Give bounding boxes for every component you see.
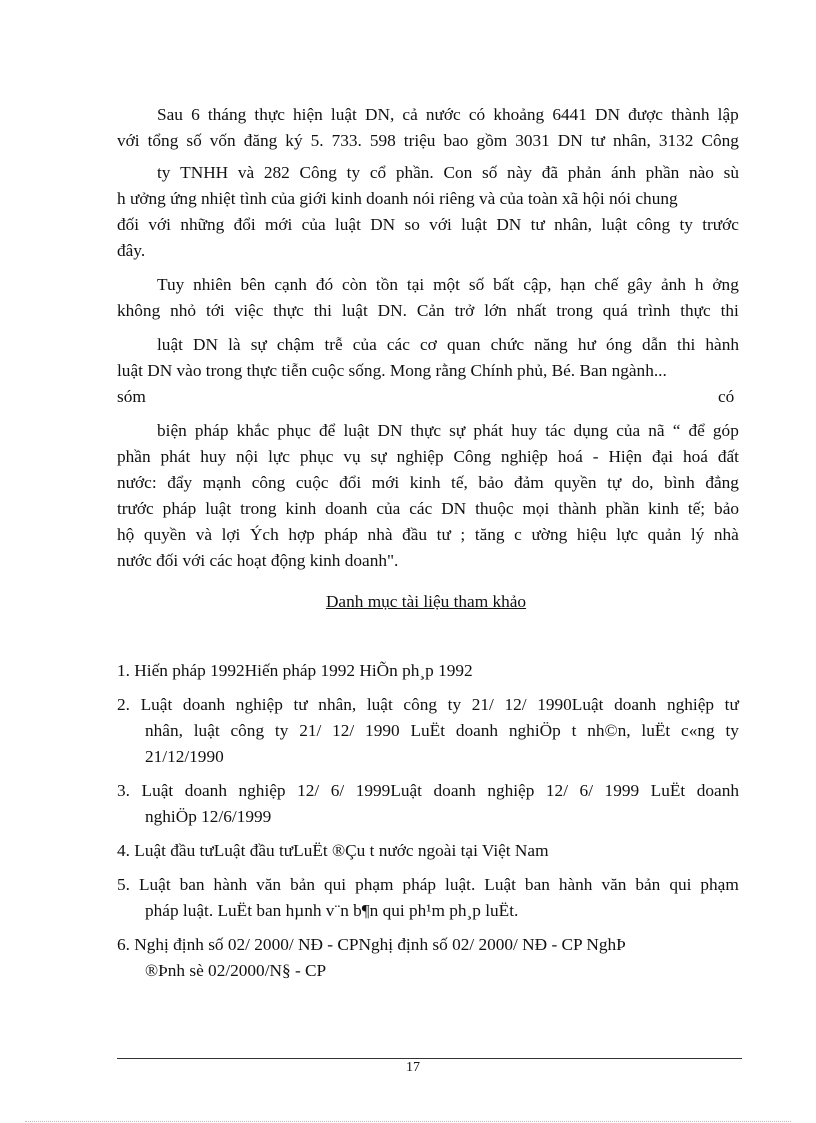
text-line: Tuy nhiên bên cạnh đó còn tồn tại một số bất cập, hạn chế gây ảnh h ởng	[157, 275, 739, 294]
page-bottom-border	[25, 1121, 791, 1122]
text-line: đây.	[117, 241, 146, 260]
text-line: trước pháp luật trong kinh doanh của các DN thuộc mọi thành phần kinh tế; bảo	[117, 499, 739, 518]
reference-item-continued: 21/12/1990	[145, 747, 224, 766]
text-line: luật DN vào trong thực tiễn cuộc sống. Mong rằng Chính phủ, Bé. Ban ngành...	[117, 361, 667, 380]
reference-item: 6. Nghị định số 02/ 2000/ NĐ - CPNghị định số 02/ 2000/ NĐ - CP NghÞ	[117, 935, 626, 954]
reference-item-continued: nhân, luật công ty 21/ 12/ 1990 LuËt doanh nghiÖp t nh©n, luËt c«ng ty	[145, 721, 739, 740]
text-line: phần phát huy nội lực phục vụ sự nghiệp Công nghiệp hoá - Hiện đại hoá đất	[117, 447, 739, 466]
reference-item-continued: pháp luật. LuËt ban hµnh v¨n b¶n qui ph¹m ph¸p luËt.	[145, 901, 519, 920]
text-line: nước: đẩy mạnh công cuộc đổi mới kinh tế, bảo đảm quyền tự do, bình đẳng	[117, 473, 739, 492]
reference-item: 3. Luật doanh nghiệp 12/ 6/ 1999Luật doanh nghiệp 12/ 6/ 1999 LuËt doanh	[117, 781, 739, 800]
reference-item: 4. Luật đầu tưLuật đầu tưLuËt ®Çu t nước ngoài tại Việt Nam	[117, 841, 549, 860]
text-line: hộ quyền và lợi Ých hợp pháp nhà đầu tư ; tăng c ường hiệu lực quản lý nhà	[117, 525, 739, 544]
references-title: Danh mục tài liệu tham khảo	[325, 592, 527, 611]
text-line: Sau 6 tháng thực hiện luật DN, cả nước có khoảng 6441 DN được thành lập	[157, 105, 739, 124]
reference-item-continued: nghiÖp 12/6/1999	[145, 807, 272, 826]
text-line: không nhỏ tới việc thực thi luật DN. Cản trở lớn nhất trong quá trình thực thi	[117, 301, 739, 320]
reference-item: 5. Luật ban hành văn bản qui phạm pháp luật. Luật ban hành văn bản qui phạm	[117, 875, 739, 894]
footer-rule	[117, 1058, 742, 1059]
text-line: ty TNHH và 282 Công ty cổ phần. Con số này đã phản ánh phần nào sù	[157, 163, 739, 182]
text-line: có	[718, 387, 735, 406]
page-number: 17	[406, 1060, 420, 1075]
reference-item: 1. Hiến pháp 1992Hiến pháp 1992 HiÕn ph¸p 1992	[117, 661, 473, 680]
text-line: sóm	[117, 387, 146, 406]
text-line: h ưởng ứng nhiệt tình của giới kinh doanh nói riêng và của toàn xã hội nói chung	[117, 189, 678, 208]
reference-item-continued: ®Þnh sè 02/2000/N§ - CP	[145, 961, 327, 980]
reference-item: 2. Luật doanh nghiệp tư nhân, luật công ty 21/ 12/ 1990Luật doanh nghiệp tư	[117, 695, 739, 714]
text-line: biện pháp khắc phục để luật DN thực sự phát huy tác dụng của nã “ để góp	[157, 421, 739, 440]
text-line: với tổng số vốn đăng ký 5. 733. 598 triệu bao gồm 3031 DN tư nhân, 3132 Công	[117, 131, 739, 150]
text-line: luật DN là sự chậm trễ của các cơ quan chức năng hư óng dẫn thi hành	[157, 335, 739, 354]
text-line: đối với những đổi mới của luật DN so với luật DN tư nhân, luật công ty trước	[117, 215, 739, 234]
text-line: nước đối với các hoạt động kinh doanh".	[117, 551, 399, 570]
